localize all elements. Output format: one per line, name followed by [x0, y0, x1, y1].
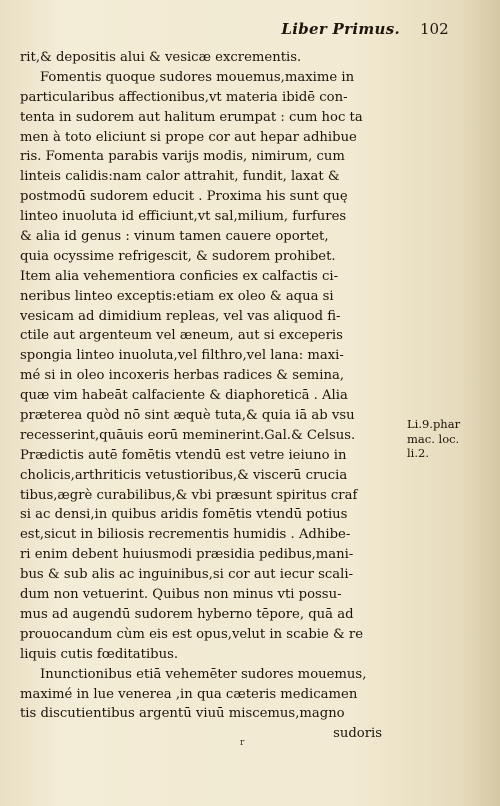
text-line: spongia linteo inuoluta,vel filthro,vel lana: maxi-	[20, 348, 344, 364]
text-line: si ac densi,in quibus aridis fomētis vtendū potius	[20, 507, 348, 523]
text-line: cholicis,arthriticis vetustioribus,& viscerū crucia	[20, 467, 348, 483]
text-line: ctile aut argenteum vel æneum, aut si exceperis	[20, 328, 343, 344]
text-line: ri enim debent huiusmodi præsidia pedibus,mani-	[20, 547, 354, 563]
text-line: ris. Fomenta parabis varijs modis, nimirum, cum	[20, 149, 345, 165]
text-line: Fomentis quoque sudores mouemus,maxime in	[40, 69, 355, 85]
catchword: sudoris	[333, 726, 382, 742]
text-line: linteis calidis:nam calor attrahit, fundit, laxat &	[20, 169, 340, 185]
running-head: Liber Primus.	[281, 20, 400, 38]
text-line: Item alia vehementiora conficies ex calfactis ci-	[20, 268, 339, 284]
text-line: quæ vim habeāt calfaciente & diaphoreticā . Alia	[20, 388, 348, 404]
text-line: est,sicut in biliosis recrementis humidis . Adhibe-	[20, 527, 351, 543]
text-line: neribus linteo exceptis:etiam ex oleo & aqua si	[20, 288, 334, 304]
text-line: linteo inuoluta id efficiunt,vt sal,milium, furfures	[20, 209, 347, 225]
text-body	[20, 48, 382, 744]
text-line: prouocandum cùm eis est opus,velut in scabie & re	[20, 626, 364, 642]
text-line: & alia id genus : vinum tamen cauere oportet,	[20, 229, 329, 245]
text-line: præterea quòd nō sint æquè tuta,& quia iā ab vsu	[20, 408, 355, 424]
text-line: particularibus affectionibus,vt materia ibidē con-	[20, 89, 348, 105]
text-line: vesicam ad dimidium repleas, vel vas aliquod fi-	[20, 308, 341, 324]
text-line: postmodū sudorem educit . Proxima his sunt quę	[20, 189, 348, 205]
text-line: tis discutientibus argentū viuū miscemus,magno	[20, 706, 345, 722]
text-line: quia ocyssime refrigescit, & sudorem prohibet.	[20, 248, 336, 264]
text-line: mus ad augendū sudorem hyberno tēpore, quā ad	[20, 606, 354, 622]
text-line: rit,& depositis alui & vesicæ excrementis.	[20, 50, 302, 65]
text-line: maximé in lue venerea ,in qua cæteris medicamen	[20, 686, 358, 702]
marginal-note-line: li.2.	[407, 446, 429, 460]
text-line: Prædictis autē fomētis vtendū est vetre ieiuno in	[20, 447, 347, 463]
marginal-note-line: mac. loc.	[407, 431, 460, 446]
text-line: recesserint,quāuis eorū meminerint.Gal.& Celsus.	[20, 427, 356, 443]
text-line: bus & sub alis ac inguinibus,si cor aut iecur scali-	[20, 567, 354, 583]
marginal-note	[407, 417, 497, 461]
signature-mark: r	[240, 738, 245, 748]
page-number: 102	[420, 20, 449, 38]
marginal-note-line: Li.9.phar	[407, 417, 461, 431]
text-line: dum non vetuerint. Quibus non minus vti possu-	[20, 587, 342, 603]
text-line: tibus,ægrè curabilibus,& vbi præsunt spiritus craf	[20, 487, 358, 503]
text-line: men à toto eliciunt si prope cor aut hepar adhibue	[20, 129, 357, 145]
text-line: Inunctionibus etiā vehemēter sudores mouemus,	[40, 666, 367, 682]
text-line: tenta in sudorem aut halitum erumpat : cum hoc ta	[20, 109, 363, 125]
text-line: mé si in oleo incoxeris herbas radices & semina,	[20, 368, 345, 384]
text-line: liquis cutis fœditatibus.	[20, 646, 179, 662]
